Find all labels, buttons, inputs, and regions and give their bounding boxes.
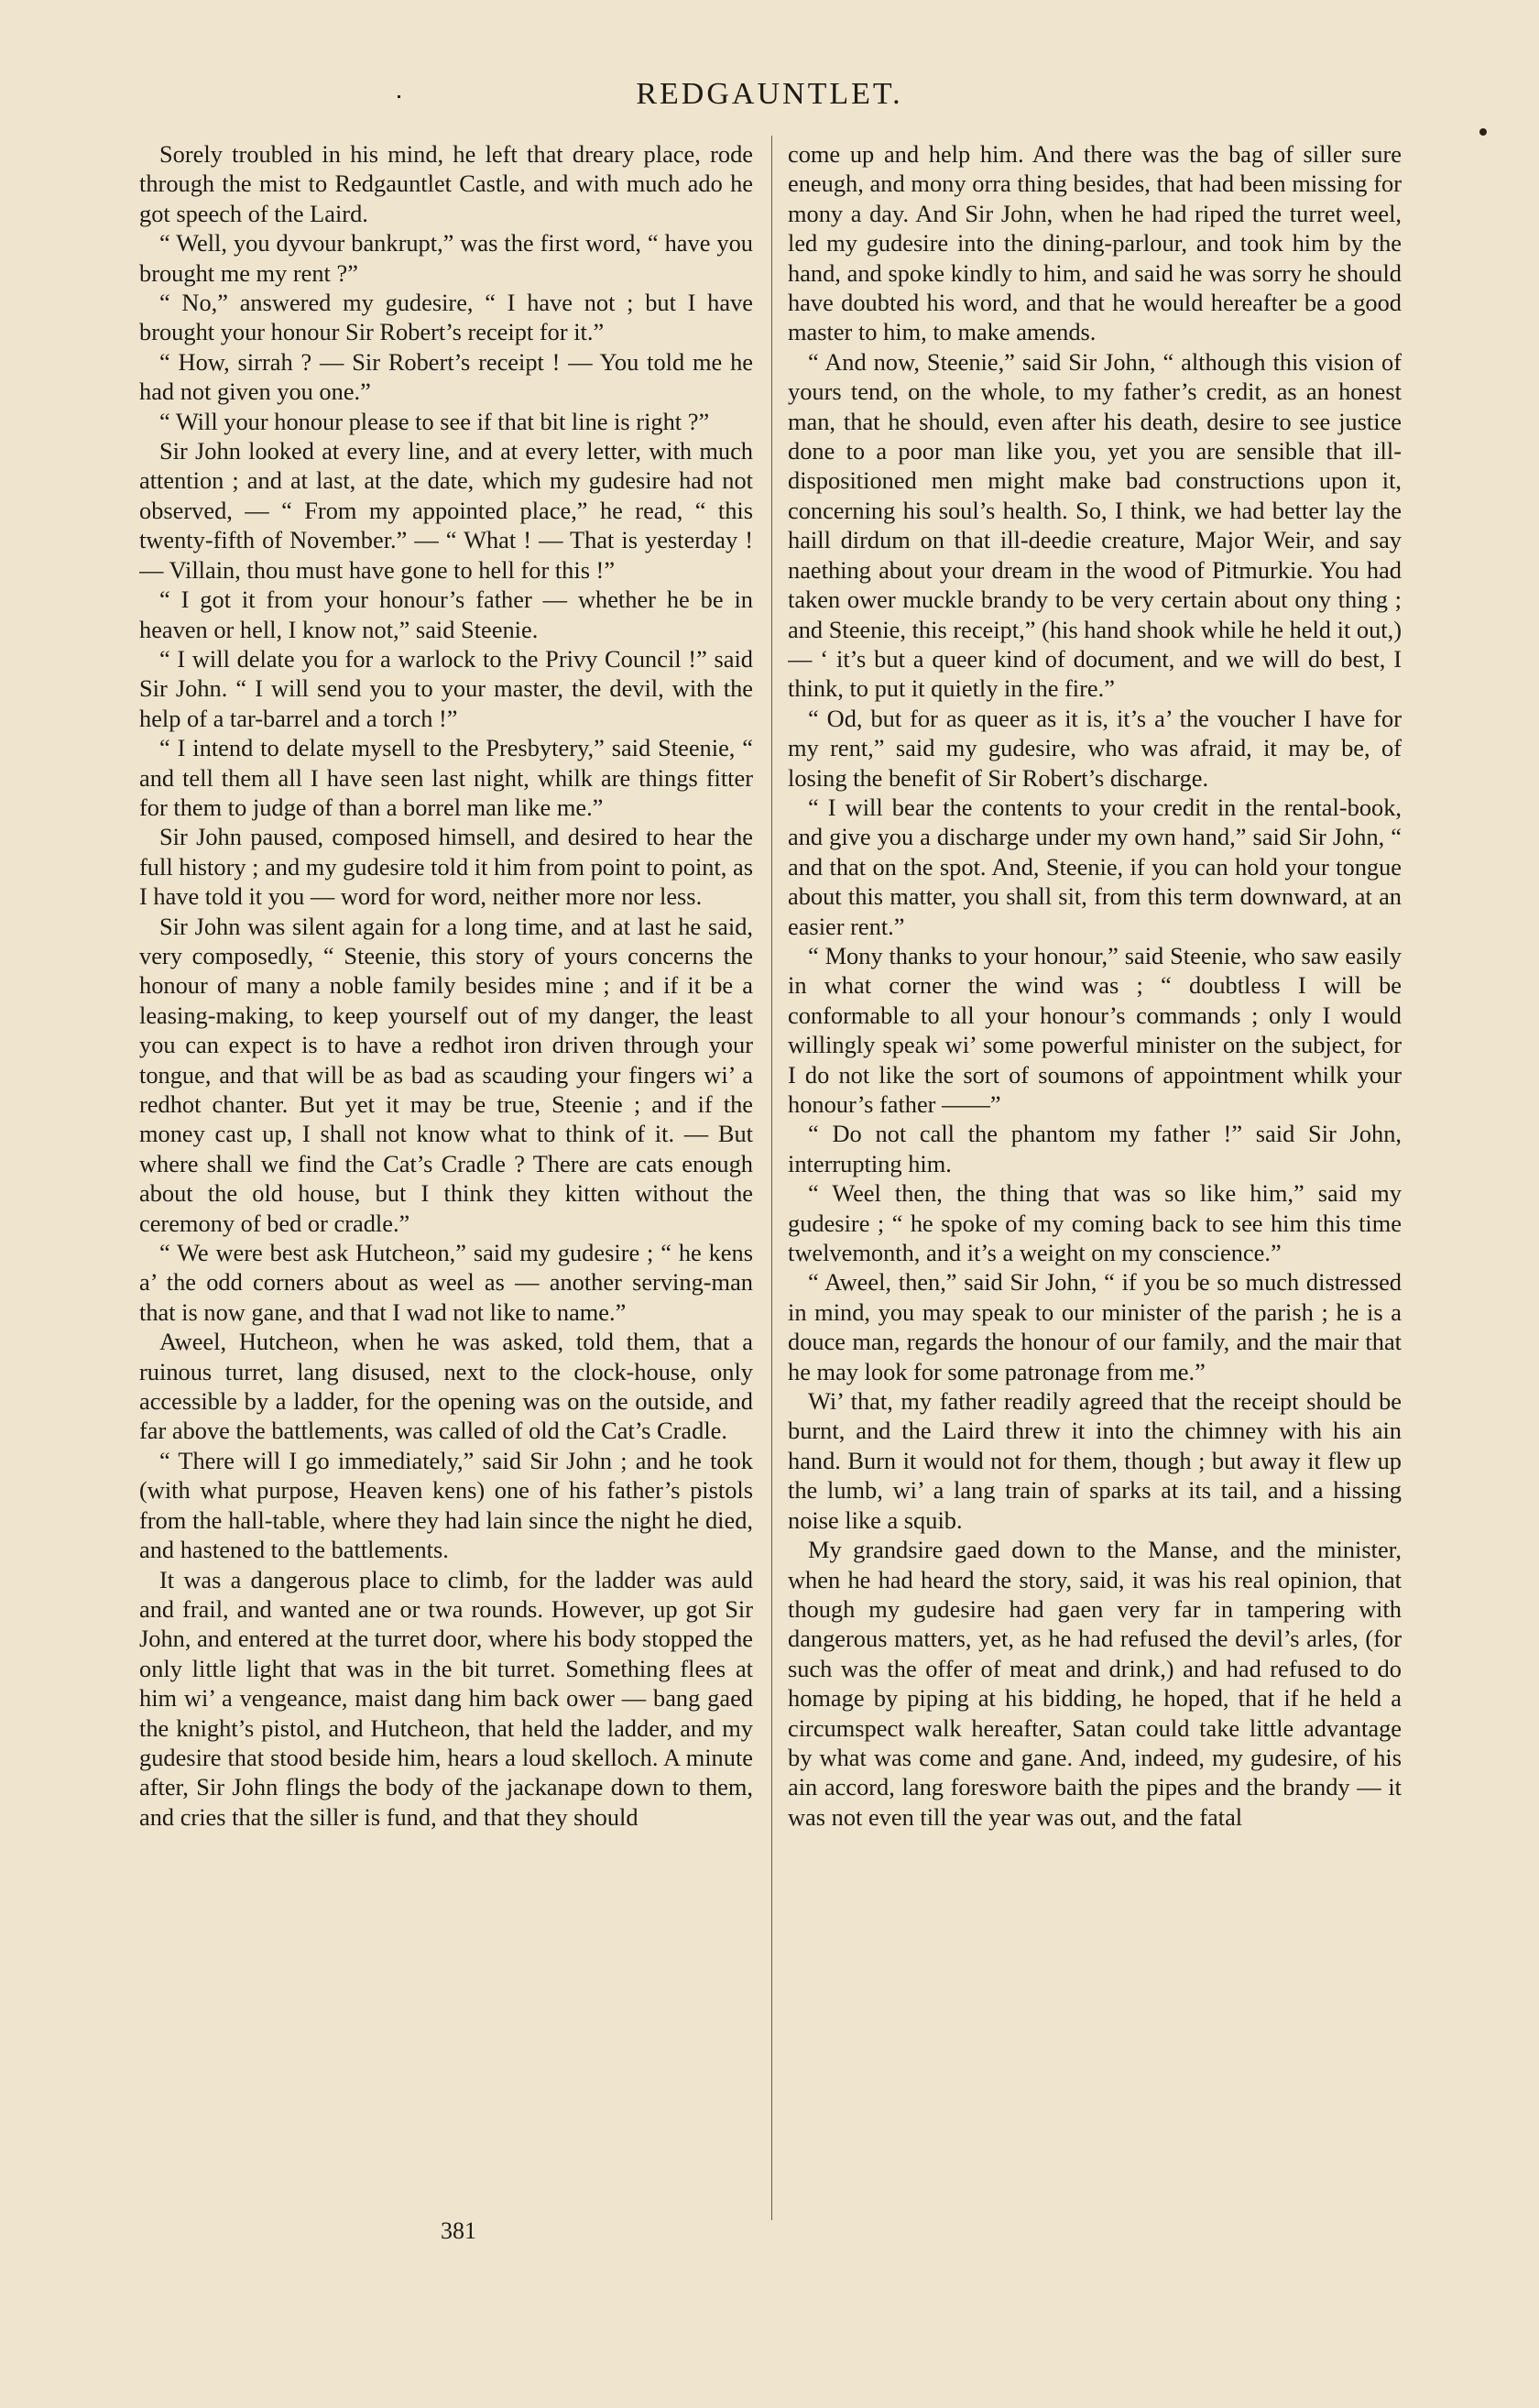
right-column [788, 139, 1402, 2215]
paragraph: My grandsire gaed down to the Manse, and the minister, when he had heard the story, said, it was his real opinion, that though my gudesire had gaen very far in tampering with dangerous matters, yet, as he had refused the devil’s arles, (for such was the offer of meat and drink,) and had refused to do homage by piping at his bidding, he hoped, that if he held a circumspect walk hereafter, Satan could take little advantage by what was come and gane. And, indeed, my gudesire, of his ain accord, lang foreswore baith the pipes and the brandy — it was not even till the year was out, and the fatal [788, 1536, 1402, 1831]
paragraph: “ Aweel, then,” said Sir John, “ if you be so much distressed in mind, you may speak to our minister of the parish ; he is a douce man, regards the honour of our family, and the mair that he may look for some patronage from me.” [788, 1268, 1402, 1385]
paragraph: “ I intend to delate mysell to the Presbytery,” said Steenie, “ and tell them all I have seen last night, whilk are things fitter for them to judge of than a borrel man like me.” [139, 734, 753, 821]
paragraph: Wi’ that, my father readily agreed that the receipt should be burnt, and the Laird threw it into the chimney with his ain hand. Burn it would not for them, though ; but away it flew up the lumb, wi’ a lang train of sparks at its tail, and a hissing noise like a squib. [788, 1387, 1402, 1534]
paragraph: Sir John was silent again for a long time, and at last he said, very composedly, “ Steenie, this story of yours concerns the honour of many a noble family besides mine ; and if it be a leasing-making, to keep yourself out of my danger, the least you can expect is to have a redhot iron driven through your tongue, and that will be as bad as scauding your fingers wi’ a redhot chanter. But yet it may be true, Steenie ; and if the money cast up, I shall not know what to think of it. — But where shall we find the Cat’s Cradle ? There are cats enough about the old house, but I think they kitten without the ceremony of bed or cradle.” [139, 912, 753, 1237]
paragraph: “ I will bear the contents to your credit in the rental-book, and give you a discharge under my own hand,” said Sir John, “ and that on the spot. And, Steenie, if you can hold your tongue about this matter, you shall sit, from this term downward, at an easier rent.” [788, 793, 1402, 940]
paragraph: Sir John looked at every line, and at every letter, with much attention ; and at last, at the date, which my gudesire had not observed, — “ From my appointed place,” he read, “ this twenty-fifth of November.” — “ What ! — That is yesterday ! — Villain, thou must have gone to hell for this !” [139, 437, 753, 584]
paragraph: Sorely troubled in his mind, he left that dreary place, rode through the mist to Redgauntlet Castle, and with much ado he got speech of the Laird. [139, 140, 753, 227]
paragraph: It was a dangerous place to climb, for the ladder was auld and frail, and wanted ane or twa rounds. However, up got Sir John, and entered at the turret door, where his body stopped the only little light that was in the bit turret. Something flees at him wi’ a vengeance, maist dang him back ower — bang gaed the knight’s pistol, and Hutcheon, that held the ladder, and my gudesire that stood beside him, hears a loud skelloch. A minute after, Sir John flings the body of the jackanape down to them, and cries that the siller is fund, and that they should [139, 1565, 753, 1831]
paragraph: “ Od, but for as queer as it is, it’s a’ the voucher I have for my rent,” said my gudesire, who was afraid, it may be, of losing the benefit of Sir Robert’s discharge. [788, 704, 1402, 792]
paragraph: “ We were best ask Hutcheon,” said my gudesire ; “ he kens a’ the odd corners about as weel as — another serving-man that is now gane, and that I wad not like to name.” [139, 1239, 753, 1326]
column-divider [771, 136, 772, 2220]
paragraph: Sir John paused, composed himsell, and desired to hear the full history ; and my gudesire told it him from point to point, as I have told it you — word for word, neither more nor less. [139, 823, 753, 911]
paragraph: “ Well, you dyvour bankrupt,” was the first word, “ have you brought me my rent ?” [139, 229, 753, 287]
paragraph: “ I got it from your honour’s father — whether he be in heaven or hell, I know not,” said Steenie. [139, 586, 753, 643]
page-number: 381 [441, 2217, 476, 2244]
paragraph: “ And now, Steenie,” said Sir John, “ although this vision of yours tend, on the whole, to my father’s credit, as an honest man, that he should, even after his death, desire to see justice done to a poor man like you, yet you are sensible that ill-dispositioned men might make bad constructions upon it, concerning his soul’s health. So, I think, we had better lay the haill dirdum on that ill-deedie creature, Major Weir, and say naething about your dream in the wood of Pitmurkie. You had taken ower muckle brandy to be very certain about ony thing ; and Steenie, this receipt,” (his hand shook while he held it out,) — ‘ it’s but a queer kind of document, and we will do best, I think, to put it quietly in the fire.” [788, 347, 1402, 703]
paragraph: come up and help him. And there was the bag of siller sure eneugh, and mony orra thing besides, that had been missing for mony a day. And Sir John, when he had riped the turret weel, led my gudesire into the dining-parlour, and took him by the hand, and spoke kindly to him, and said he was sorry he should have doubted his word, and that he would hereafter be a good master to him, to make amends. [788, 140, 1402, 346]
paragraph: “ How, sirrah ? — Sir Robert’s receipt ! — You told me he had not given you one.” [139, 347, 753, 406]
paragraph: “ Weel then, the thing that was so like him,” said my gudesire ; “ he spoke of my coming back to see him this time twelvemonth, and it’s a weight on my conscience.” [788, 1179, 1402, 1267]
paragraph: “ Will your honour please to see if that bit line is right ?” [159, 407, 710, 435]
paragraph: “ Mony thanks to your honour,” said Steenie, who saw easily in what corner the wind was ; “ doubtless I will be conformable to all your honour’s commands ; only I would willingly speak wi’ some powerful minister on the subject, for I do not like the sort of soumons of appointment whilk your honour’s father ——” [788, 941, 1402, 1118]
ink-dot [1479, 128, 1487, 136]
paragraph: “ There will I go immediately,” said Sir John ; and he took (with what purpose, Heaven kens) one of his father’s pistols from the hall-table, where they had lain since the night he died, and hastened to the battlements. [139, 1446, 753, 1564]
paragraph: “ No,” answered my gudesire, “ I have not ; but I have brought your honour Sir Robert’s receipt for it.” [139, 289, 753, 346]
paragraph: Aweel, Hutcheon, when he was asked, told them, that a ruinous turret, lang disused, next to the clock-house, only accessible by a ladder, for the opening was on the outside, and far above the battlements, was called of old the Cat’s Cradle. [139, 1328, 753, 1445]
paragraph: “ I will delate you for a warlock to the Privy Council !” said Sir John. “ I will send you to your master, the devil, with the help of a tar-barrel and a torch !” [139, 644, 753, 732]
running-header: REDGAUNTLET. [636, 77, 903, 111]
left-column [139, 139, 753, 2215]
paragraph: “ Do not call the phantom my father !” said Sir John, interrupting him. [788, 1120, 1402, 1177]
